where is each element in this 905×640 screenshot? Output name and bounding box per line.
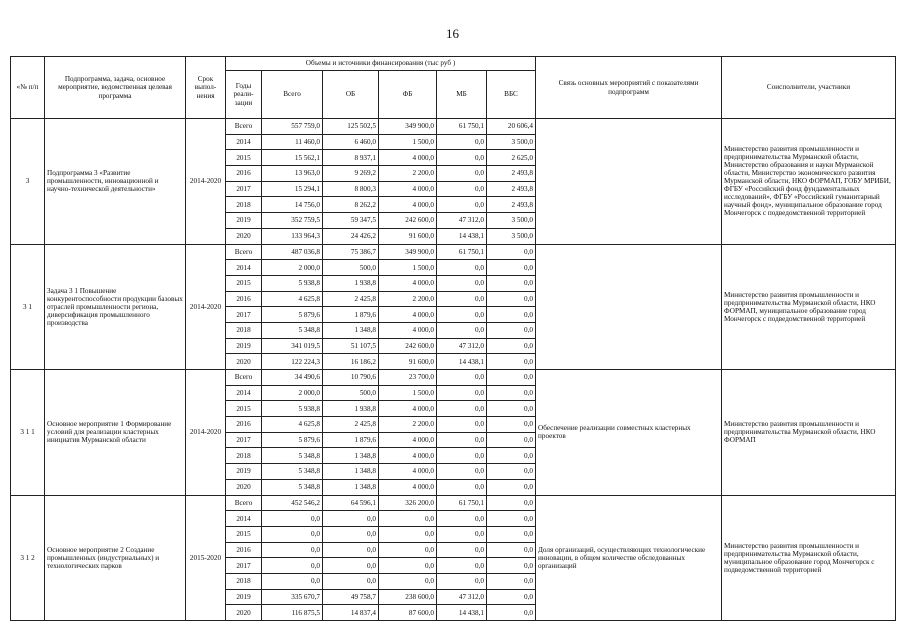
cell-vbs: 0,0 <box>487 291 536 307</box>
header-link: Связь основных мероприятий с показателями подпрограмм <box>536 57 722 119</box>
cell-fb: 4 000,0 <box>379 307 437 323</box>
cell-total: 15 562,1 <box>262 150 323 166</box>
cell-mb: 0,0 <box>437 197 487 213</box>
cell-year: 2014 <box>226 511 262 527</box>
table-row <box>11 119 896 135</box>
section-link <box>536 244 722 370</box>
section-index: 3 1 2 <box>11 495 45 621</box>
cell-vbs: 0,0 <box>487 495 536 511</box>
cell-year: Всего <box>226 119 262 135</box>
cell-total: 0,0 <box>262 542 323 558</box>
cell-year: 2020 <box>226 228 262 244</box>
cell-fb: 242 600,0 <box>379 338 437 354</box>
cell-ob: 1 938,8 <box>323 275 379 291</box>
page-number: 16 <box>446 26 459 41</box>
cell-vbs: 3 500,0 <box>487 213 536 229</box>
cell-fb: 2 200,0 <box>379 166 437 182</box>
cell-ob: 1 879,6 <box>323 307 379 323</box>
section-partners: Министерство развития промышленности и предпринимательства Мурманской области, НКО ФОРМАП, муниципальное образование город Мончегорск с подведомственной территорией <box>722 244 896 370</box>
header-fb: ФБ <box>379 71 437 119</box>
table-row <box>11 370 896 386</box>
cell-total: 5 938,8 <box>262 401 323 417</box>
cell-fb: 91 600,0 <box>379 354 437 370</box>
cell-year: 2020 <box>226 605 262 621</box>
header-years: Годы реали- зации <box>226 71 262 119</box>
cell-fb: 1 500,0 <box>379 260 437 276</box>
cell-year: 2020 <box>226 354 262 370</box>
cell-mb: 47 312,0 <box>437 589 487 605</box>
cell-fb: 349 900,0 <box>379 244 437 260</box>
cell-vbs: 0,0 <box>487 464 536 480</box>
cell-mb: 0,0 <box>437 370 487 386</box>
header-vbs: ВБС <box>487 71 536 119</box>
cell-total: 2 000,0 <box>262 385 323 401</box>
cell-ob: 16 186,2 <box>323 354 379 370</box>
cell-mb: 0,0 <box>437 573 487 589</box>
cell-ob: 24 426,2 <box>323 228 379 244</box>
cell-total: 133 964,3 <box>262 228 323 244</box>
cell-total: 341 019,5 <box>262 338 323 354</box>
cell-total: 4 625,8 <box>262 291 323 307</box>
cell-vbs: 0,0 <box>487 354 536 370</box>
cell-vbs: 0,0 <box>487 244 536 260</box>
cell-fb: 2 200,0 <box>379 417 437 433</box>
cell-fb: 4 000,0 <box>379 479 437 495</box>
cell-vbs: 0,0 <box>487 417 536 433</box>
cell-total: 0,0 <box>262 511 323 527</box>
cell-total: 335 670,7 <box>262 589 323 605</box>
cell-ob: 125 502,5 <box>323 119 379 135</box>
cell-ob: 8 800,3 <box>323 181 379 197</box>
cell-vbs: 0,0 <box>487 260 536 276</box>
cell-ob: 0,0 <box>323 511 379 527</box>
section-name: Подпрограмма 3 «Развитие промышленности, инновационной и научно-технической деятельности» <box>45 119 186 245</box>
cell-total: 557 759,0 <box>262 119 323 135</box>
cell-year: 2020 <box>226 479 262 495</box>
cell-fb: 4 000,0 <box>379 401 437 417</box>
cell-total: 452 546,2 <box>262 495 323 511</box>
cell-vbs: 2 625,0 <box>487 150 536 166</box>
cell-total: 5 348,8 <box>262 464 323 480</box>
cell-total: 34 490,6 <box>262 370 323 386</box>
cell-total: 0,0 <box>262 573 323 589</box>
cell-year: 2017 <box>226 558 262 574</box>
cell-ob: 75 386,7 <box>323 244 379 260</box>
header-num: «№ п/п <box>11 57 45 119</box>
cell-mb: 0,0 <box>437 542 487 558</box>
cell-ob: 1 879,6 <box>323 432 379 448</box>
cell-fb: 23 700,0 <box>379 370 437 386</box>
cell-vbs: 0,0 <box>487 558 536 574</box>
section-link: Обеспечение реализации совместных кластерных проектов <box>536 370 722 496</box>
header-program: Подпрограмма, задача, основное мероприятие, ведомственная целевая программа <box>45 57 186 119</box>
table-body <box>11 119 896 621</box>
cell-ob: 1 348,8 <box>323 448 379 464</box>
cell-mb: 0,0 <box>437 464 487 480</box>
cell-year: 2019 <box>226 464 262 480</box>
section-index: 3 <box>11 119 45 245</box>
cell-mb: 0,0 <box>437 448 487 464</box>
cell-mb: 0,0 <box>437 322 487 338</box>
cell-vbs: 0,0 <box>487 370 536 386</box>
cell-total: 122 224,3 <box>262 354 323 370</box>
cell-vbs: 2 493,8 <box>487 197 536 213</box>
cell-ob: 64 596,1 <box>323 495 379 511</box>
cell-vbs: 0,0 <box>487 479 536 495</box>
cell-ob: 9 269,2 <box>323 166 379 182</box>
cell-total: 14 756,0 <box>262 197 323 213</box>
cell-ob: 51 107,5 <box>323 338 379 354</box>
cell-mb: 14 438,1 <box>437 605 487 621</box>
cell-fb: 0,0 <box>379 573 437 589</box>
table-row <box>11 495 896 511</box>
cell-mb: 0,0 <box>437 307 487 323</box>
cell-mb: 0,0 <box>437 291 487 307</box>
cell-year: 2014 <box>226 134 262 150</box>
header-ob: ОБ <box>323 71 379 119</box>
cell-ob: 8 937,1 <box>323 150 379 166</box>
cell-vbs: 0,0 <box>487 448 536 464</box>
cell-mb: 0,0 <box>437 417 487 433</box>
cell-ob: 8 262,2 <box>323 197 379 213</box>
cell-ob: 0,0 <box>323 542 379 558</box>
cell-fb: 238 600,0 <box>379 589 437 605</box>
section-partners: Министерство развития промышленности и предпринимательства Мурманской области, Министерство образования и науки Мурманской области, Министерство экономического развития Мурманской области, НКО ФОРМАП, ГОБУ МРИБИ, ФГБУ «Российский фонд фундаментальных исследований», ФГБУ «Российский гуманитарный научный фонд», муниципальное образование город Мончегорск с подведомственной территорией <box>722 119 896 245</box>
section-link: Доля организаций, осуществляющих технологические инновации, в общем количестве обследованных организаций <box>536 495 722 621</box>
header-total: Всего <box>262 71 323 119</box>
cell-total: 4 625,8 <box>262 417 323 433</box>
cell-vbs: 0,0 <box>487 322 536 338</box>
cell-ob: 2 425,8 <box>323 417 379 433</box>
cell-fb: 4 000,0 <box>379 322 437 338</box>
cell-fb: 0,0 <box>379 542 437 558</box>
cell-ob: 500,0 <box>323 385 379 401</box>
cell-year: 2016 <box>226 166 262 182</box>
cell-total: 5 879,6 <box>262 432 323 448</box>
cell-ob: 59 347,5 <box>323 213 379 229</box>
cell-mb: 0,0 <box>437 260 487 276</box>
cell-ob: 1 348,8 <box>323 479 379 495</box>
cell-ob: 500,0 <box>323 260 379 276</box>
cell-fb: 2 200,0 <box>379 291 437 307</box>
cell-fb: 4 000,0 <box>379 432 437 448</box>
cell-year: 2016 <box>226 291 262 307</box>
cell-mb: 0,0 <box>437 511 487 527</box>
cell-mb: 0,0 <box>437 181 487 197</box>
section-period: 2015-2020 <box>186 495 226 621</box>
cell-year: 2016 <box>226 417 262 433</box>
cell-year: Всего <box>226 370 262 386</box>
header-period: Срок выпол- нения <box>186 57 226 119</box>
header-mb: МБ <box>437 71 487 119</box>
cell-fb: 4 000,0 <box>379 181 437 197</box>
cell-mb: 47 312,0 <box>437 338 487 354</box>
cell-vbs: 0,0 <box>487 511 536 527</box>
section-partners: Министерство развития промышленности и предпринимательства Мурманской области, муниципальное образование город Мончегорск с подведомственной территорией <box>722 495 896 621</box>
cell-year: 2019 <box>226 589 262 605</box>
cell-vbs: 0,0 <box>487 605 536 621</box>
cell-vbs: 0,0 <box>487 275 536 291</box>
cell-mb: 0,0 <box>437 134 487 150</box>
section-index: 3 1 <box>11 244 45 370</box>
cell-year: 2018 <box>226 573 262 589</box>
cell-fb: 349 900,0 <box>379 119 437 135</box>
cell-year: Всего <box>226 244 262 260</box>
section-period: 2014-2020 <box>186 370 226 496</box>
cell-fb: 242 600,0 <box>379 213 437 229</box>
cell-ob: 6 460,0 <box>323 134 379 150</box>
cell-year: 2016 <box>226 542 262 558</box>
cell-mb: 47 312,0 <box>437 213 487 229</box>
cell-vbs: 0,0 <box>487 573 536 589</box>
cell-year: 2014 <box>226 260 262 276</box>
cell-year: Всего <box>226 495 262 511</box>
section-partners: Министерство развития промышленности и предпринимательства Мурманской области, НКО ФОРМАП <box>722 370 896 496</box>
cell-total: 487 036,8 <box>262 244 323 260</box>
cell-fb: 4 000,0 <box>379 448 437 464</box>
cell-vbs: 2 493,8 <box>487 166 536 182</box>
cell-ob: 0,0 <box>323 573 379 589</box>
cell-total: 5 879,6 <box>262 307 323 323</box>
cell-year: 2019 <box>226 213 262 229</box>
cell-ob: 2 425,8 <box>323 291 379 307</box>
cell-fb: 0,0 <box>379 511 437 527</box>
cell-fb: 1 500,0 <box>379 134 437 150</box>
header-funding: Объемы и источники финансирования (тыс руб ) <box>226 57 536 71</box>
cell-year: 2017 <box>226 181 262 197</box>
cell-fb: 1 500,0 <box>379 385 437 401</box>
section-name: Задача 3 1 Повышение конкурентоспособности продукции базовых отраслей промышленности региона, диверсификация промышленного производства <box>45 244 186 370</box>
cell-mb: 0,0 <box>437 401 487 417</box>
cell-ob: 49 758,7 <box>323 589 379 605</box>
cell-year: 2014 <box>226 385 262 401</box>
cell-fb: 4 000,0 <box>379 464 437 480</box>
cell-total: 0,0 <box>262 526 323 542</box>
section-name: Основное мероприятие 1 Формирование условий для реализации кластерных инициатив Мурманской области <box>45 370 186 496</box>
cell-fb: 4 000,0 <box>379 275 437 291</box>
cell-ob: 1 348,8 <box>323 322 379 338</box>
cell-mb: 61 750,1 <box>437 119 487 135</box>
cell-total: 5 348,8 <box>262 448 323 464</box>
cell-mb: 0,0 <box>437 558 487 574</box>
cell-total: 0,0 <box>262 558 323 574</box>
cell-ob: 0,0 <box>323 526 379 542</box>
cell-vbs: 0,0 <box>487 385 536 401</box>
section-index: 3 1 1 <box>11 370 45 496</box>
header-partners: Соисполнители, участники <box>722 57 896 119</box>
cell-mb: 14 438,1 <box>437 354 487 370</box>
cell-mb: 0,0 <box>437 432 487 448</box>
cell-mb: 0,0 <box>437 526 487 542</box>
cell-ob: 1 938,8 <box>323 401 379 417</box>
cell-fb: 91 600,0 <box>379 228 437 244</box>
cell-year: 2019 <box>226 338 262 354</box>
cell-vbs: 0,0 <box>487 589 536 605</box>
cell-mb: 0,0 <box>437 479 487 495</box>
cell-vbs: 0,0 <box>487 338 536 354</box>
cell-total: 5 938,8 <box>262 275 323 291</box>
cell-fb: 4 000,0 <box>379 197 437 213</box>
cell-year: 2018 <box>226 448 262 464</box>
cell-total: 5 348,8 <box>262 479 323 495</box>
section-period: 2014-2020 <box>186 119 226 245</box>
cell-vbs: 3 500,0 <box>487 228 536 244</box>
cell-total: 352 759,5 <box>262 213 323 229</box>
cell-year: 2015 <box>226 526 262 542</box>
cell-vbs: 0,0 <box>487 307 536 323</box>
cell-fb: 87 600,0 <box>379 605 437 621</box>
cell-vbs: 0,0 <box>487 401 536 417</box>
section-period: 2014-2020 <box>186 244 226 370</box>
table-row <box>11 244 896 260</box>
cell-total: 11 460,0 <box>262 134 323 150</box>
cell-year: 2017 <box>226 307 262 323</box>
cell-vbs: 0,0 <box>487 526 536 542</box>
cell-vbs: 20 606,4 <box>487 119 536 135</box>
cell-ob: 14 837,4 <box>323 605 379 621</box>
cell-vbs: 0,0 <box>487 542 536 558</box>
cell-year: 2017 <box>226 432 262 448</box>
cell-vbs: 0,0 <box>487 432 536 448</box>
cell-year: 2015 <box>226 401 262 417</box>
cell-total: 2 000,0 <box>262 260 323 276</box>
funding-table <box>10 56 896 621</box>
cell-mb: 14 438,1 <box>437 228 487 244</box>
cell-year: 2018 <box>226 197 262 213</box>
cell-vbs: 3 500,0 <box>487 134 536 150</box>
cell-fb: 0,0 <box>379 558 437 574</box>
cell-year: 2018 <box>226 322 262 338</box>
cell-year: 2015 <box>226 275 262 291</box>
cell-fb: 0,0 <box>379 526 437 542</box>
cell-mb: 0,0 <box>437 275 487 291</box>
cell-mb: 61 750,1 <box>437 495 487 511</box>
section-link <box>536 119 722 245</box>
section-name: Основное мероприятие 2 Создание промышленных (индустриальных) и технологических парков <box>45 495 186 621</box>
cell-ob: 10 790,6 <box>323 370 379 386</box>
cell-ob: 1 348,8 <box>323 464 379 480</box>
cell-mb: 61 750,1 <box>437 244 487 260</box>
cell-total: 5 348,8 <box>262 322 323 338</box>
cell-mb: 0,0 <box>437 385 487 401</box>
cell-fb: 326 200,0 <box>379 495 437 511</box>
cell-fb: 4 000,0 <box>379 150 437 166</box>
cell-mb: 0,0 <box>437 166 487 182</box>
cell-total: 13 963,0 <box>262 166 323 182</box>
cell-mb: 0,0 <box>437 150 487 166</box>
cell-total: 15 294,1 <box>262 181 323 197</box>
cell-vbs: 2 493,8 <box>487 181 536 197</box>
cell-ob: 0,0 <box>323 558 379 574</box>
cell-total: 116 875,5 <box>262 605 323 621</box>
cell-year: 2015 <box>226 150 262 166</box>
